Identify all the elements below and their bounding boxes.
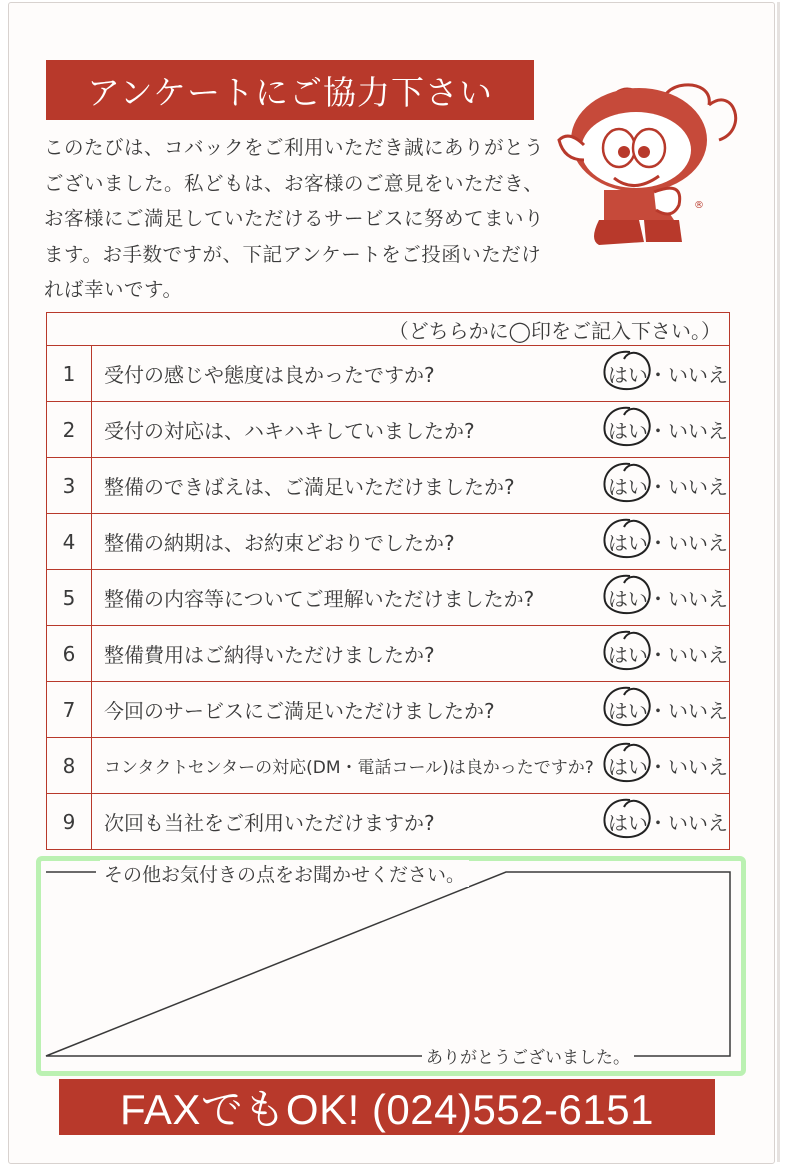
intro-text: このたびは、コバックをご利用いただき誠にありがとうございました。私どもは、お客様のご意見をいただき、お客様にご満足していただけるサービスに努めてまいります。お手数ですが、下記アンケートをご投函いただければ幸いです。 [44,136,545,301]
question-row [47,570,730,626]
answer-separator: ・ [648,755,668,779]
circle-mark-icon [600,741,656,785]
question-text: 整備のできばえは、ご満足いただけましたか? [92,458,598,514]
answer-no[interactable]: いいえ [668,699,728,723]
answer-no[interactable]: いいえ [668,755,728,779]
question-text: 今回のサービスにご満足いただけましたか? [92,682,598,738]
answer-yes[interactable]: はい [608,811,648,835]
answer-separator: ・ [648,531,668,555]
answer-no[interactable]: いいえ [668,419,728,443]
answer-yes[interactable]: はい [608,531,648,555]
answer-yes[interactable]: はい [608,643,648,667]
answer-separator: ・ [648,419,668,443]
circle-mark-icon [600,405,656,449]
answer-yes[interactable]: はい [608,699,648,723]
answer-cell[interactable] [597,458,730,514]
question-number: 5 [47,570,92,626]
answer-separator: ・ [648,811,668,835]
answer-cell[interactable] [597,738,730,794]
circle-mark-icon [600,685,656,729]
question-row [47,402,730,458]
card-edge [777,2,780,1162]
question-number: 3 [47,458,92,514]
kobac-mascot-icon [544,70,744,260]
question-row [47,682,730,738]
question-text: 次回も当社をご利用いただけますか? [92,794,598,850]
survey-table [46,312,730,850]
answer-separator: ・ [648,643,668,667]
table-header: （どちらかに◯印をご記入下さい。） [47,313,730,346]
question-row [47,626,730,682]
question-number: 6 [47,626,92,682]
answer-no[interactable]: いいえ [668,363,728,387]
question-number: 9 [47,794,92,850]
answer-yes[interactable]: はい [608,475,648,499]
answer-yes[interactable]: はい [608,755,648,779]
green-highlight [36,856,746,1076]
answer-separator: ・ [648,363,668,387]
answer-no[interactable]: いいえ [668,475,728,499]
answer-cell[interactable] [597,346,730,402]
question-text: 整備の内容等についてご理解いただけましたか? [92,570,598,626]
answer-cell[interactable] [597,626,730,682]
survey-title: アンケートにご協力下さい [46,60,534,120]
answer-separator: ・ [648,587,668,611]
question-number: 4 [47,514,92,570]
question-row [47,458,730,514]
question-text: 整備の納期は、お約束どおりでしたか? [92,514,598,570]
answer-yes[interactable]: はい [608,587,648,611]
circle-mark-icon [600,629,656,673]
question-number: 1 [47,346,92,402]
question-number: 7 [47,682,92,738]
answer-cell[interactable] [597,682,730,738]
answer-no[interactable]: いいえ [668,531,728,555]
answer-cell[interactable] [597,402,730,458]
question-text: コンタクトセンターの対応(DM・電話コール)は良かったですか? [92,738,598,794]
answer-cell[interactable] [597,570,730,626]
circle-mark-icon [600,573,656,617]
circle-mark-icon [600,517,656,561]
circle-mark-icon [600,349,656,393]
question-text: 受付の対応は、ハキハキしていましたか? [92,402,598,458]
circle-mark-icon [600,461,656,505]
answer-cell[interactable] [597,794,730,850]
fax-banner: FAXでもOK! (024)552-6151 [59,1079,715,1135]
answer-separator: ・ [648,699,668,723]
answer-no[interactable]: いいえ [668,587,728,611]
registered-mark: ® [694,200,704,211]
question-number: 2 [47,402,92,458]
thanks-text: ありがとうございました。 [422,1043,634,1068]
question-row [47,514,730,570]
question-text: 整備費用はご納得いただけましたか? [92,626,598,682]
answer-cell[interactable] [597,514,730,570]
answer-separator: ・ [648,475,668,499]
answer-yes[interactable]: はい [608,363,648,387]
answer-no[interactable]: いいえ [668,643,728,667]
other-comments-label: その他お気付きの点をお聞かせください。 [100,860,469,887]
answer-no[interactable]: いいえ [668,811,728,835]
question-row [47,794,730,850]
question-row [47,738,730,794]
answer-yes[interactable]: はい [608,419,648,443]
question-number: 8 [47,738,92,794]
question-text: 受付の感じや態度は良かったですか? [92,346,598,402]
question-row [47,346,730,402]
circle-mark-icon [600,797,656,841]
